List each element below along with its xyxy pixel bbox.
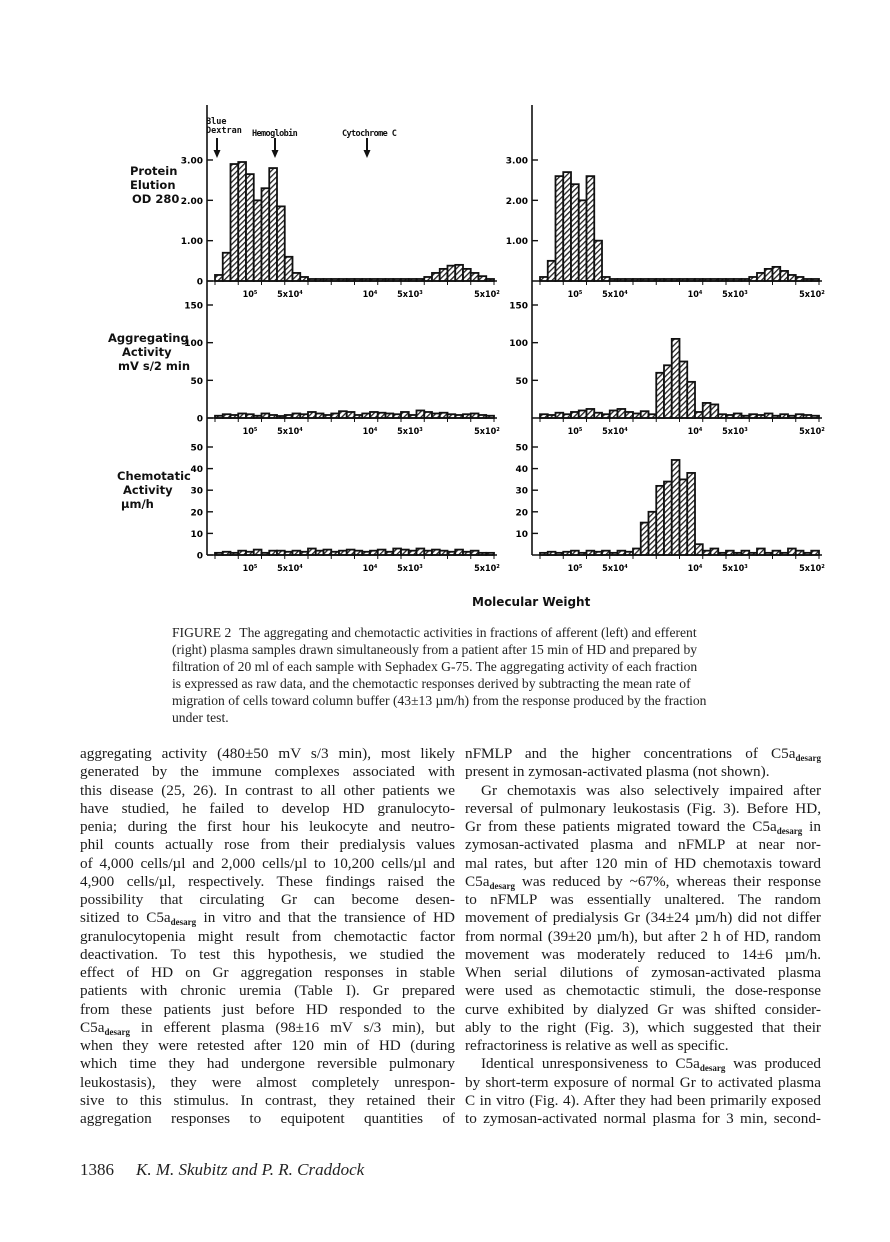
x-tick-label: 5x10²: [799, 290, 825, 300]
text-run: were used as chemotactic stimuli, the dose-response: [465, 982, 821, 1000]
y-tick-label: 100: [509, 339, 528, 350]
text-line: [465, 1092, 821, 1110]
bar-afferent-p0-bin1: [223, 253, 231, 281]
y-tick-label: 1.00: [505, 237, 528, 248]
text-line: [465, 818, 821, 836]
text-run: 4,900 cells/µl, respectively. These findings raised the: [80, 872, 455, 890]
text-run: ably to the right (Fig. 3), which suggested that their: [465, 1018, 821, 1036]
text-run: have studied, he failed to develop HD granulocyto-: [80, 799, 455, 817]
bar-afferent-p0-bin10: [293, 273, 301, 281]
text-run: sitized to C5a: [80, 909, 171, 927]
marker-arrowhead-icon: [272, 150, 279, 158]
text-run: C in vitro (Fig. 4). After they had been primarily exposed: [465, 1091, 821, 1109]
bar-afferent-p1-bin17: [347, 412, 355, 418]
text-run: C5a: [80, 1018, 105, 1036]
text-run: Identical unresponsiveness to C5a: [481, 1055, 700, 1073]
bar-afferent-p0-bin7: [269, 168, 277, 281]
text-run: in: [802, 818, 821, 835]
y-tick-label: 150: [184, 301, 203, 312]
y-tick-label: 100: [184, 339, 203, 350]
text-line: [465, 982, 821, 1000]
text-line: [465, 1074, 821, 1092]
bar-afferent-p2-bin14: [324, 550, 332, 555]
bar-efferent-p1-bin15: [656, 373, 664, 418]
x-tick-label: 5x10³: [722, 427, 748, 437]
marker-arrowhead-icon: [364, 150, 371, 158]
bar-efferent-p2-bin14: [649, 512, 657, 555]
x-tick-label: 5x10²: [474, 290, 500, 300]
text-line: [80, 818, 455, 836]
bar-efferent-p2-bin13: [641, 523, 649, 555]
text-line: [80, 1055, 455, 1073]
text-run: from normal (39±20 µm/h), but after 2 h of HD, random: [465, 927, 821, 945]
ylabel-line: Activity: [122, 345, 172, 359]
bar-efferent-p2-bin18: [680, 479, 688, 555]
text-line: [80, 1037, 455, 1055]
text-line: [80, 964, 455, 982]
text-run: was produced: [725, 1055, 821, 1073]
x-tick-label: 5x10³: [722, 564, 748, 574]
x-tick-label: 5x10³: [397, 427, 423, 437]
text-run: penia; during the first hour his leukocyte and neutro-: [80, 818, 455, 835]
y-tick-label: 2.00: [180, 196, 203, 207]
x-tick-label: 5x10²: [474, 427, 500, 437]
x-tick-label: 5x10⁴: [602, 290, 628, 300]
y-tick-label: 0: [196, 414, 203, 425]
bar-efferent-p1-bin11: [625, 412, 633, 418]
text-line: [80, 1110, 455, 1128]
text-run: of 4,000 cells/µl and 2,000 cells/µl to 10,200 cells/µl and: [80, 854, 455, 872]
bar-afferent-p1-bin20: [370, 412, 378, 418]
bar-efferent-p1-bin5: [579, 410, 587, 418]
y-tick-label: 50: [190, 376, 203, 387]
text-run: refractoriness is relative as well as specific.: [465, 1037, 729, 1054]
bar-efferent-p2-bin32: [788, 549, 796, 555]
y-tick-label: 0: [196, 277, 203, 288]
bar-afferent-p0-bin6: [262, 188, 270, 281]
x-tick-label: 5x10⁴: [602, 427, 628, 437]
text-run: by short-term exposure of normal Gr to activated plasma: [465, 1073, 821, 1091]
marker-cytochrome-c: Cytochrome C: [342, 129, 397, 139]
x-tick-label: 10⁴: [687, 564, 703, 574]
marker-arrowhead-icon: [214, 150, 221, 158]
text-run: deactivation. To test this hypothesis, we studied the: [80, 945, 455, 963]
text-run: movement was moderately reduced to 14±6 µm/h.: [465, 945, 821, 963]
bar-afferent-p0-bin3: [238, 162, 246, 281]
x-tick-label: 5x10³: [397, 290, 423, 300]
text-line: [80, 1092, 455, 1110]
y-tick-label: 50: [515, 443, 528, 454]
text-line: [465, 891, 821, 909]
x-tick-label: 10⁵: [242, 564, 258, 574]
text-line: [80, 928, 455, 946]
text-run: possibility that circulating Gr can become desen-: [80, 891, 455, 908]
ylabel-line: µm/h: [121, 497, 154, 511]
text-line: [80, 909, 455, 927]
text-line: [465, 855, 821, 873]
text-line: [80, 982, 455, 1000]
caption-text: The aggregating and chemotactic activities in fractions of afferent (left) and efferent: [239, 625, 697, 640]
subscript: desarg: [795, 753, 821, 763]
text-run: aggregation responses to equipotent quantities of: [80, 1110, 455, 1127]
text-line: [465, 1037, 821, 1055]
y-tick-label: 40: [515, 465, 528, 476]
body-column-right: [465, 745, 821, 1128]
ylabel-line: Protein: [130, 164, 178, 178]
caption-line: is expressed as raw data, and the chemotactic responses derived by subtracting the mean rate of: [172, 676, 691, 691]
running-authors: K. M. Skubitz and P. R. Craddock: [136, 1160, 365, 1179]
subscript: desarg: [699, 1063, 726, 1074]
bar-afferent-p0-bin28: [432, 273, 440, 281]
bar-afferent-p1-bin24: [401, 412, 409, 418]
text-line: [80, 873, 455, 891]
text-line: [465, 782, 821, 800]
bar-efferent-p1-bin17: [672, 339, 680, 418]
text-run: was reduced by ~67%, whereas their response: [514, 872, 821, 890]
bar-efferent-p1-bin10: [618, 409, 626, 418]
text-line: [465, 928, 821, 946]
caption-line: under test.: [172, 710, 229, 725]
text-run: when they were retested after 120 min of HD (during: [80, 1037, 455, 1054]
y-tick-label: 10: [515, 529, 528, 540]
bar-efferent-p1-bin6: [587, 409, 595, 418]
y-tick-label: 3.00: [505, 156, 528, 167]
x-tick-label: 5x10²: [799, 427, 825, 437]
bar-afferent-p0-bin33: [471, 273, 479, 281]
text-run: nFMLP and the higher concentrations of C5a: [465, 745, 796, 762]
bar-afferent-p0-bin5: [254, 200, 262, 281]
text-run: phil counts actually rose from their predialysis values: [80, 836, 455, 854]
figure-label: FIGURE 2: [172, 625, 232, 640]
text-line: [80, 855, 455, 873]
text-run: movement of predialysis Gr (34±24 µm/h) did not differ: [465, 909, 821, 927]
y-tick-label: 2.00: [505, 196, 528, 207]
text-line: [80, 891, 455, 909]
bar-efferent-p1-bin20: [695, 412, 703, 418]
text-line: [80, 745, 455, 763]
bar-afferent-p0-bin32: [463, 269, 471, 281]
bar-efferent-p0-bin29: [765, 269, 773, 281]
bar-efferent-p0-bin32: [788, 275, 796, 281]
figure-caption: [172, 624, 772, 726]
ylabel-line: Aggregating: [108, 331, 189, 345]
y-tick-label: 20: [515, 508, 528, 519]
bar-afferent-p2-bin28: [432, 550, 440, 555]
bar-efferent-p0-bin28: [757, 273, 765, 281]
bar-efferent-p0-bin2: [556, 176, 564, 281]
text-line: [80, 836, 455, 854]
ylabel-aggregating-activity: [108, 331, 190, 373]
y-tick-label: 0: [196, 551, 203, 562]
bar-efferent-p0-bin4: [571, 184, 579, 281]
page-footer: [80, 1160, 364, 1180]
bar-efferent-p1-bin9: [610, 410, 618, 418]
bar-afferent-p0-bin31: [455, 265, 463, 281]
x-tick-label: 5x10⁴: [277, 564, 303, 574]
text-line: [80, 800, 455, 818]
x-tick-label: 5x10²: [799, 564, 825, 574]
bar-efferent-p1-bin19: [687, 382, 695, 418]
y-tick-label: 50: [190, 443, 203, 454]
x-tick-label: 10⁵: [242, 290, 258, 300]
text-line: [80, 1019, 455, 1037]
y-tick-label: 40: [190, 465, 203, 476]
bar-efferent-p0-bin6: [587, 176, 595, 281]
text-line: [465, 1019, 821, 1037]
bar-afferent-p0-bin4: [246, 174, 254, 281]
bar-efferent-p1-bin13: [641, 411, 649, 418]
text-line: [80, 946, 455, 964]
caption-line: [172, 624, 772, 641]
bar-efferent-p0-bin30: [773, 267, 781, 281]
subscript: desarg: [104, 1026, 130, 1037]
text-run: in efferent plasma (98±16 mV s/3 min), but: [129, 1018, 455, 1036]
text-line: [465, 909, 821, 927]
y-tick-label: 50: [515, 376, 528, 387]
bar-afferent-p0-bin9: [285, 257, 293, 281]
text-line: [465, 946, 821, 964]
ylabel-line: Chemotatic: [117, 469, 191, 483]
text-run: to zymosan-activated normal plasma for 3 min, second-: [465, 1110, 821, 1127]
bar-afferent-p0-bin0: [215, 275, 223, 281]
text-run: which time they had undergone reversible pulmonary: [80, 1055, 455, 1073]
bar-afferent-p0-bin8: [277, 206, 285, 281]
text-run: Gr from these patients migrated toward the C5a: [465, 818, 777, 835]
text-run: curve exhibited by dialyzed Gr was shifted consider-: [465, 1000, 821, 1018]
bar-afferent-p1-bin16: [339, 411, 347, 418]
y-tick-label: 20: [190, 508, 203, 519]
marker-label-line: Dextran: [206, 126, 242, 136]
x-tick-label: 5x10⁴: [602, 564, 628, 574]
ylabel-protein-elution: [130, 164, 179, 206]
bar-efferent-p2-bin19: [687, 473, 695, 555]
x-tick-label: 10⁴: [687, 427, 703, 437]
text-run: When serial dilutions of zymosan-activated plasma: [465, 964, 821, 981]
text-run: sive to this stimulus. In contrast, they retained their: [80, 1091, 455, 1109]
y-tick-label: 30: [515, 486, 528, 497]
ylabel-line: Elution: [130, 178, 176, 192]
text-run: from these patients just before HD responded to the: [80, 1000, 455, 1018]
text-run: leukostasis), they were almost completely unrespon-: [80, 1073, 455, 1091]
text-line: [465, 1055, 821, 1073]
bar-efferent-p2-bin17: [672, 460, 680, 555]
bar-efferent-p1-bin21: [703, 403, 711, 418]
text-run: reversal of pulmonary leukostasis (Fig. 3). Before HD,: [465, 799, 821, 817]
bar-efferent-p1-bin4: [571, 412, 579, 418]
text-run: aggregating activity (480±50 mV s/3 min), most likely: [80, 745, 455, 762]
bar-efferent-p2-bin16: [664, 482, 672, 555]
xlabel-molecular-weight: Molecular Weight: [472, 595, 591, 609]
ylabel-line: OD 280: [132, 192, 180, 206]
x-tick-label: 5x10⁴: [277, 290, 303, 300]
text-run: generated by the immune complexes associated with: [80, 763, 455, 781]
bar-afferent-p0-bin29: [440, 269, 448, 281]
caption-line: (right) plasma samples drawn simultaneously from a patient after 15 min of HD and prepared by: [172, 642, 698, 657]
bar-afferent-p2-bin26: [417, 549, 425, 555]
x-tick-label: 10⁵: [567, 290, 583, 300]
bar-efferent-p1-bin18: [680, 362, 688, 419]
text-line: [465, 964, 821, 982]
bar-efferent-p0-bin7: [594, 241, 602, 281]
bar-efferent-p0-bin1: [548, 261, 556, 281]
bar-afferent-p2-bin12: [308, 549, 316, 555]
subscript: desarg: [170, 917, 197, 928]
x-tick-label: 10⁴: [687, 290, 703, 300]
bar-efferent-p2-bin20: [695, 544, 703, 555]
text-line: [80, 782, 455, 800]
bar-afferent-p0-bin30: [448, 266, 456, 281]
text-run: present in zymosan-activated plasma (not shown).: [465, 763, 770, 781]
bar-afferent-p2-bin5: [254, 550, 262, 555]
bar-afferent-p1-bin12: [308, 412, 316, 418]
text-line: [465, 745, 821, 763]
text-run: to nFMLP was essentially unaltered. The random: [465, 891, 821, 908]
bar-efferent-p1-bin22: [711, 404, 719, 418]
x-tick-label: 5x10²: [474, 564, 500, 574]
bar-afferent-p2-bin23: [393, 549, 401, 555]
ylabel-line: Activity: [123, 483, 173, 497]
marker-hemoglobin: Hemoglobin: [252, 129, 298, 139]
bar-efferent-p2-bin22: [711, 549, 719, 555]
bar-efferent-p2-bin15: [656, 486, 664, 555]
text-line: [465, 836, 821, 854]
text-line: [465, 1110, 821, 1128]
text-run: in vitro and that the transience of HD: [196, 909, 455, 927]
text-run: granulocytopenia might result from chemotactic factor: [80, 927, 455, 945]
bar-efferent-p2-bin12: [633, 549, 641, 555]
text-run: patients with chronic uremia (Table I). Gr prepared: [80, 982, 455, 1000]
bar-efferent-p0-bin3: [563, 172, 571, 281]
x-tick-label: 10⁴: [362, 564, 378, 574]
ylabel-line: mV s/2 min: [118, 359, 191, 373]
x-tick-label: 5x10³: [722, 290, 748, 300]
y-tick-label: 3.00: [180, 156, 203, 167]
bar-efferent-p1-bin16: [664, 365, 672, 418]
bar-afferent-p2-bin21: [378, 550, 386, 555]
bar-afferent-p2-bin17: [347, 550, 355, 555]
bar-efferent-p0-bin5: [579, 200, 587, 281]
text-run: this disease (25, 26). In contrast to all other patients we: [80, 781, 455, 799]
page-number: 1386: [80, 1160, 114, 1179]
text-line: [465, 800, 821, 818]
x-tick-label: 5x10⁴: [277, 427, 303, 437]
bar-afferent-p1-bin27: [424, 412, 432, 418]
text-line: [80, 1001, 455, 1019]
subscript: desarg: [489, 880, 515, 891]
x-tick-label: 10⁴: [362, 427, 378, 437]
text-line: [465, 763, 821, 781]
marker-label-line: Blue: [206, 117, 227, 127]
text-run: zymosan-activated plasma and nFMLP at near nor-: [465, 836, 821, 854]
text-run: effect of HD on Gr aggregation responses in stable: [80, 964, 455, 981]
y-tick-label: 1.00: [180, 237, 203, 248]
y-tick-label: 30: [190, 486, 203, 497]
ylabel-chemotactic-activity: [117, 469, 191, 511]
text-line: [80, 1074, 455, 1092]
text-run: Gr chemotaxis was also selectively impaired after: [481, 781, 821, 799]
x-tick-label: 10⁵: [567, 427, 583, 437]
bar-efferent-p0-bin31: [780, 271, 788, 281]
caption-line: migration of cells toward column buffer (43±13 µm/h) from the response produced by the fraction: [172, 693, 707, 708]
bar-afferent-p1-bin26: [417, 410, 425, 418]
bar-efferent-p2-bin28: [757, 549, 765, 555]
body-column-left: [80, 745, 455, 1128]
subscript: desarg: [776, 826, 803, 836]
x-tick-label: 10⁴: [362, 290, 378, 300]
bar-afferent-p0-bin2: [231, 164, 239, 281]
text-run: mal rates, but after 120 min of HD chemotaxis toward: [465, 854, 821, 872]
text-line: [465, 1001, 821, 1019]
text-run: C5a: [465, 872, 490, 890]
text-line: [80, 763, 455, 781]
x-tick-label: 10⁵: [567, 564, 583, 574]
x-tick-label: 5x10³: [397, 564, 423, 574]
y-tick-label: 150: [509, 301, 528, 312]
bar-afferent-p2-bin31: [455, 550, 463, 555]
y-tick-label: 10: [190, 529, 203, 540]
x-tick-label: 10⁵: [242, 427, 258, 437]
bar-afferent-p2-bin24: [401, 550, 409, 555]
text-line: [465, 873, 821, 891]
marker-blue-dextran: [206, 118, 242, 136]
caption-line: filtration of 20 ml of each sample with Sephadex G-75. The aggregating activity of each fraction: [172, 659, 698, 674]
